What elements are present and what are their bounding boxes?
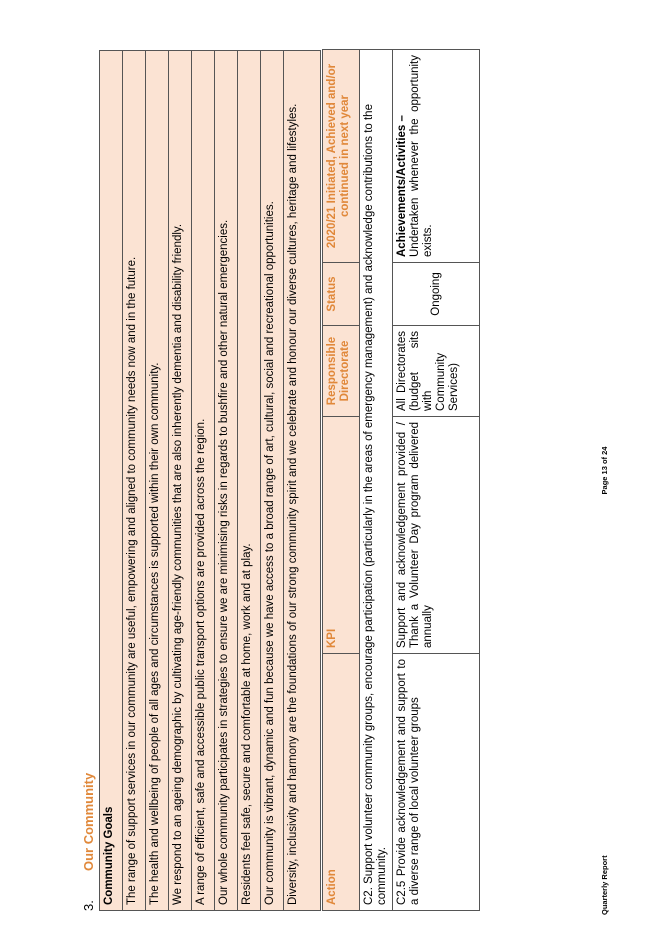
header-achieved: 2020/21 Initiated, Achieved and/or continued in next year (323, 50, 360, 263)
goal-item: We respond to an ageing demographic by cultivating age-friendly communities that are also inherently dementia and disability friendly. (169, 51, 192, 911)
footer-page-number: Page 13 of 24 (600, 446, 609, 495)
achievements-text: Undertaken whenever the opportunity exists. (409, 55, 434, 257)
achievements-cell (393, 50, 480, 263)
goal-item: The range of support services in our community are useful, empowering and aligned to community needs now and in the future. (123, 51, 146, 911)
action-table (322, 49, 480, 911)
header-action: Action (323, 654, 360, 911)
section-heading (81, 773, 96, 911)
goal-item: Our community is vibrant, dynamic and fun because we have access to a broad range of art, cultural, social and recreational opportunities. (261, 51, 284, 911)
header-directorate: Responsible Directorate (323, 326, 360, 417)
goal-item: Residents feel safe, secure and comfortable at home, work and at play. (238, 51, 261, 911)
goals-header: Community Goals (100, 51, 123, 911)
directorate-cell: All Directorates (budget sits with Community Services) (393, 326, 480, 417)
action-cell: C2.5 Provide acknowledgement and support to a diverse range of local volunteer groups (393, 654, 480, 911)
community-goals-table (99, 50, 321, 911)
goal-item: The health and wellbeing of people of all ages and circumstances is supported within their own community. (146, 51, 169, 911)
goal-item: Diversity, inclusivity and harmony are the foundations of our strong community spirit and we celebrate and honour our diverse cultures, heritage and lifestyles. (284, 51, 321, 911)
objective-row: C2. Support volunteer community groups, encourage participation (particularly in the areas of emergency management) and acknowledge contributions to the community. (360, 50, 393, 911)
goal-item: A range of efficient, safe and accessible public transport options are provided across the region. (192, 51, 215, 911)
kpi-cell: Support and acknowledgement provided / Thank a Volunteer Day program delivered annually (393, 417, 480, 654)
section-title: Our Community (81, 772, 96, 871)
section-number: 3. (81, 900, 96, 911)
status-cell: Ongoing (393, 263, 480, 326)
header-kpi: KPI (323, 417, 360, 654)
goal-item: Our whole community participates in strategies to ensure we are minimising risks in regards to bushfire and other natural emergencies. (215, 51, 238, 911)
achievements-title: Achievements/Activities – (396, 115, 408, 257)
header-status: Status (323, 263, 360, 326)
footer-report-name: Quarterly Report (600, 855, 609, 915)
